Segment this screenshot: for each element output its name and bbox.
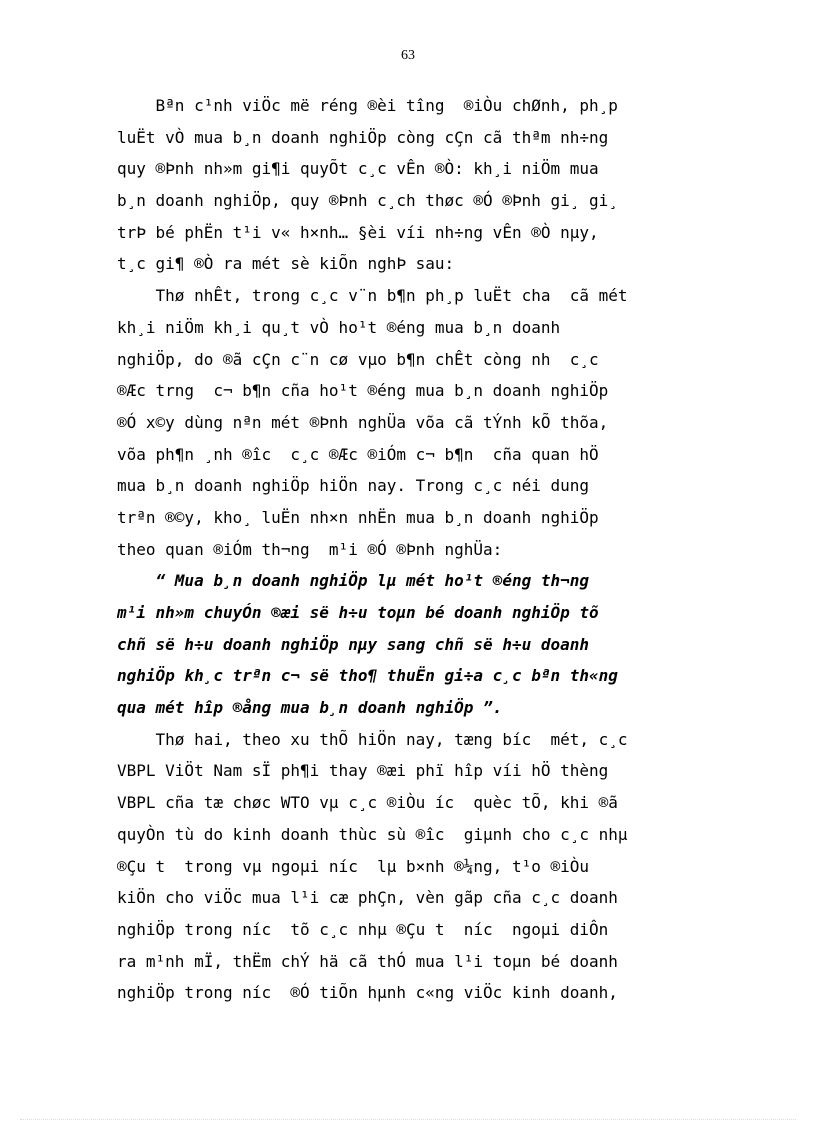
text-line: nghiÖp, do ®ã cÇn c¨n cø vµo b¶n chÊt còng nh c¸c (117, 349, 599, 369)
text-line: ra m¹nh mÏ, thËm chÝ hä cã thÓ mua l¹i toµn bé doanh (117, 951, 618, 971)
text-line: b¸n doanh nghiÖp, quy ®Þnh c¸ch thøc ®Ó ®Þnh gi¸ gi¸ (117, 191, 618, 211)
quote-line: chñ së h÷u doanh nghiÖp nµy sang chñ së h÷u doanh (117, 634, 590, 654)
page-number: 63 (401, 48, 415, 63)
text-line: quy ®Þnh nh»m gi¶i quyÕt c¸c vÊn ®Ò: kh¸i niÖm mua (117, 159, 599, 179)
text-line: kh¸i niÖm kh¸i qu¸t vÒ ho¹t ®éng mua b¸n doanh (117, 317, 561, 337)
text-line: luËt vÒ mua b¸n doanh nghiÖp còng cÇn cã thªm nh÷ng (117, 127, 609, 147)
text-line: VBPL cña tæ chøc WTO vµ c¸c ®iÒu íc quèc tÕ, khi ®ã (117, 793, 618, 813)
page-bottom-divider (20, 1119, 796, 1120)
text-line: Bªn c¹nh viÖc më réng ®èi tîng ®iÒu chØnh, ph¸p (117, 96, 618, 115)
text-line: theo quan ®iÓm th¬ng m¹i ®Ó ®Þnh nghÜa: (117, 539, 503, 559)
text-line: trÞ bé phËn t¹i v« h×nh… §èi víi nh÷ng vÊn ®Ò nµy, (117, 222, 599, 242)
document-body (117, 90, 731, 1009)
quote-line: qua mét hîp ®ång mua b¸n doanh nghiÖp ”. (117, 698, 503, 718)
text-line: ®Çu t trong vµ ngoµi níc lµ b×nh ®¼ng, t¹o ®iÒu (117, 856, 590, 876)
text-line: t¸c gi¶ ®Ò ra mét sè kiÕn nghÞ sau: (117, 254, 455, 274)
text-line: quyÒn tù do kinh doanh thùc sù ®îc giµnh cho c¸c nhµ (117, 824, 628, 844)
quote-line: “ Mua b¸n doanh nghiÖp lµ mét ho¹t ®éng th¬ng (117, 571, 590, 591)
text-line: nghiÖp trong níc ®Ó tiÕn hµnh c«ng viÖc kinh doanh, (117, 983, 618, 1003)
text-line: VBPL ViÖt Nam sÏ ph¶i thay ®æi phï hîp víi hÖ thèng (117, 761, 609, 781)
quote-line: m¹i nh»m chuyÓn ®æi së h÷u toµn bé doanh nghiÖp tõ (117, 603, 599, 622)
text-line: ®Ó x©y dùng nªn mét ®Þnh nghÜa võa cã tÝnh kÕ thõa, (117, 412, 609, 432)
text-line: Thø hai, theo xu thÕ hiÖn nay, tæng bíc mét, c¸c (117, 729, 628, 749)
text-line: trªn ®©y, kho¸ luËn nh×n nhËn mua b¸n doanh nghiÖp (117, 507, 599, 527)
text-line: mua b¸n doanh nghiÖp hiÖn nay. Trong c¸c néi dung (117, 476, 590, 496)
text-line: nghiÖp trong níc tõ c¸c nhµ ®Çu t níc ngoµi diÔn (117, 919, 609, 939)
text-line: võa ph¶n ¸nh ®îc c¸c ®Æc ®iÓm c¬ b¶n cña quan hÖ (117, 444, 599, 464)
text-line: ®Æc trng c¬ b¶n cña ho¹t ®éng mua b¸n doanh nghiÖp (117, 381, 609, 401)
quote-line: nghiÖp kh¸c trªn c¬ së tho¶ thuËn gi÷a c¸c bªn th«ng (117, 666, 618, 686)
text-line: Thø nhÊt, trong c¸c v¨n b¶n ph¸p luËt cha cã mét (117, 286, 628, 306)
text-line: kiÖn cho viÖc mua l¹i cæ phÇn, vèn gãp cña c¸c doanh (117, 888, 618, 908)
